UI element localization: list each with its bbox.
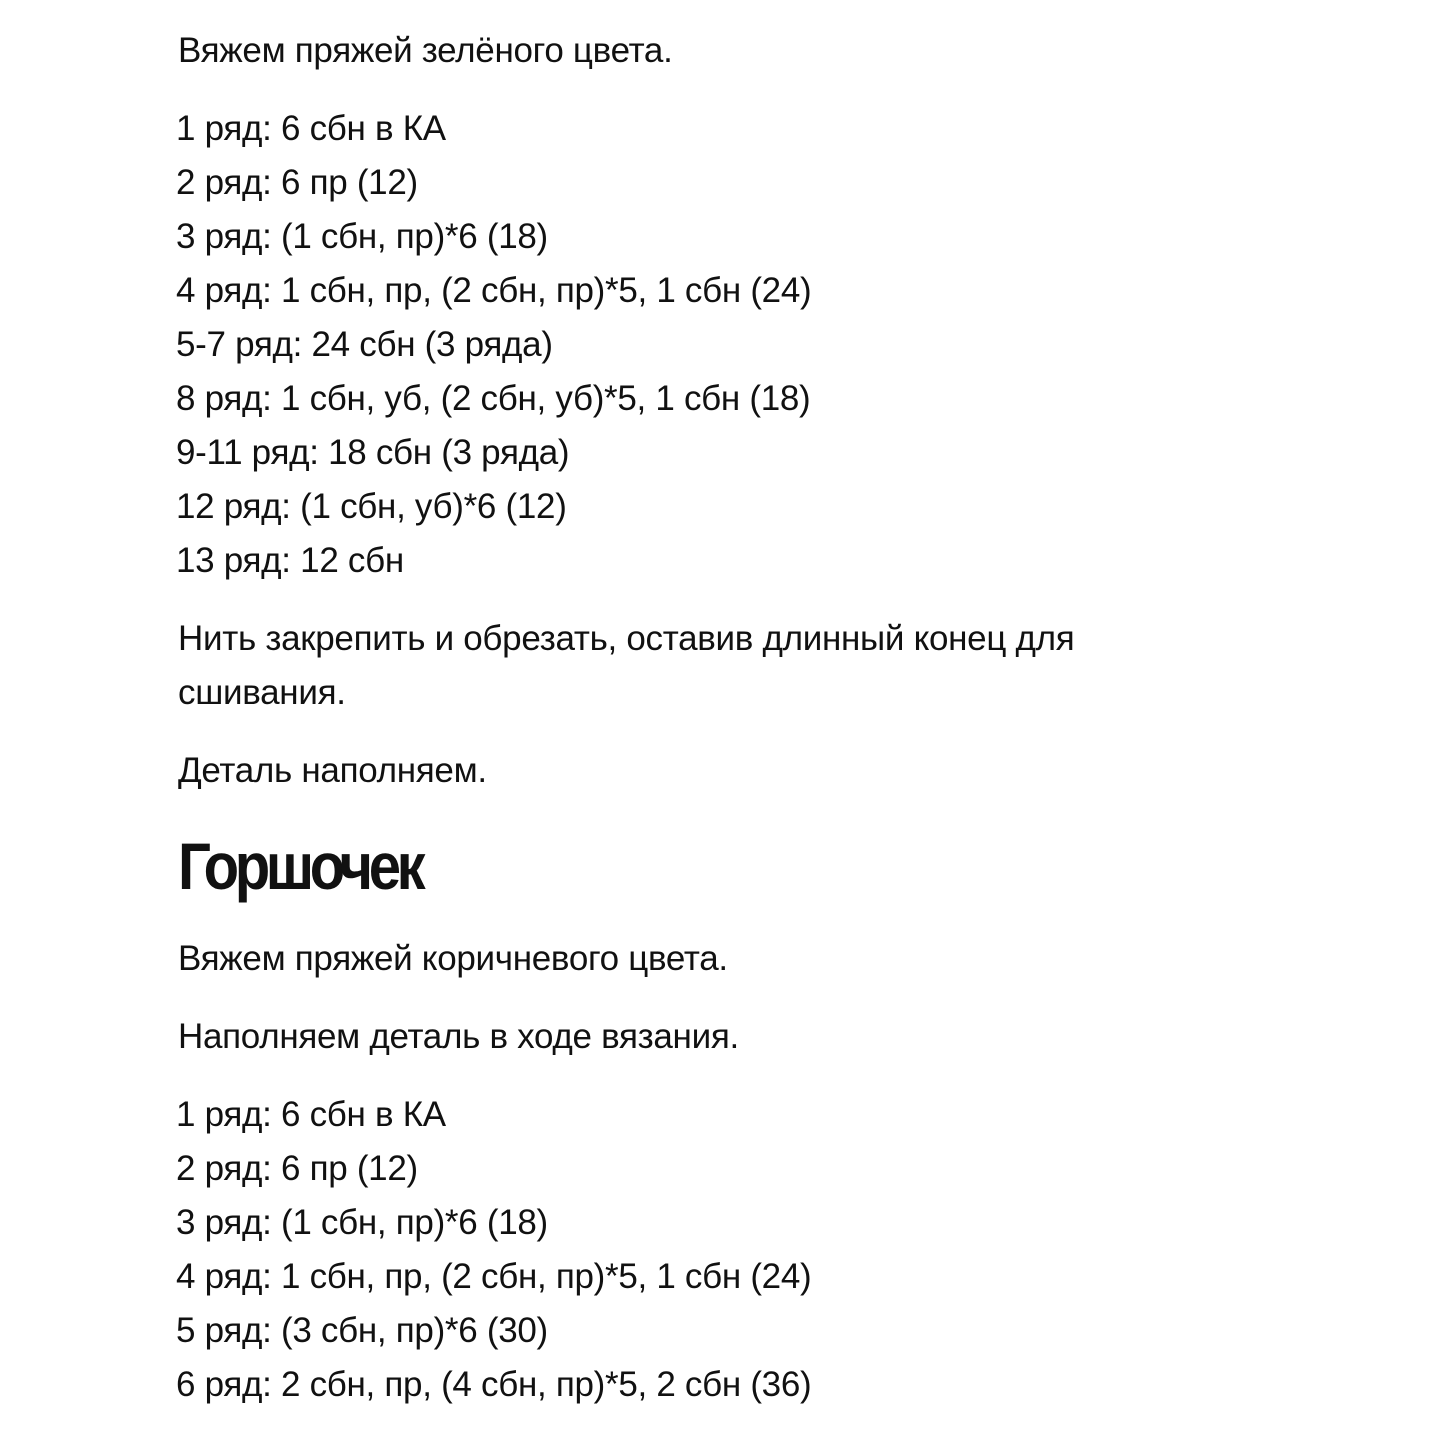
finish-instruction: Нить закрепить и обрезать, оставив длинный конец для сшивания. [178, 619, 1075, 712]
section2-intro: Вяжем пряжей коричневого цвета. [178, 939, 728, 978]
pattern-document [178, 24, 1278, 1436]
row-item: 5 ряд: (3 сбн, пр)*6 (30) [176, 1311, 548, 1350]
row-item: 4 ряд: 1 сбн, пр, (2 сбн, пр)*5, 1 сбн (24) [176, 1257, 812, 1296]
row-item: 2 ряд: 6 пр (12) [176, 1149, 418, 1188]
section1-rows [176, 102, 1278, 588]
row-item: 6 ряд: 2 сбн, пр, (4 сбн, пр)*5, 2 сбн (36) [176, 1365, 812, 1404]
row-item: 8 ряд: 1 сбн, уб, (2 сбн, уб)*5, 1 сбн (18) [176, 379, 811, 418]
row-item: 4 ряд: 1 сбн, пр, (2 сбн, пр)*5, 1 сбн (24) [176, 271, 812, 310]
row-item: 5-7 ряд: 24 сбн (3 ряда) [176, 325, 553, 364]
section2-note: Наполняем деталь в ходе вязания. [178, 1017, 739, 1056]
stuffing-note: Деталь наполняем. [178, 751, 487, 790]
section2-rows [176, 1088, 1278, 1412]
row-item: 12 ряд: (1 сбн, уб)*6 (12) [176, 487, 567, 526]
section1-intro: Вяжем пряжей зелёного цвета. [178, 31, 673, 70]
row-item: 1 ряд: 6 сбн в КА [176, 1095, 446, 1134]
row-item: 13 ряд: 12 сбн [176, 541, 404, 580]
section-heading-pot: Горшочек [178, 829, 422, 903]
row-item: 1 ряд: 6 сбн в КА [176, 109, 446, 148]
row-item: 3 ряд: (1 сбн, пр)*6 (18) [176, 217, 548, 256]
row-item: 3 ряд: (1 сбн, пр)*6 (18) [176, 1203, 548, 1242]
row-item: 2 ряд: 6 пр (12) [176, 163, 418, 202]
row-item: 9-11 ряд: 18 сбн (3 ряда) [176, 433, 570, 472]
